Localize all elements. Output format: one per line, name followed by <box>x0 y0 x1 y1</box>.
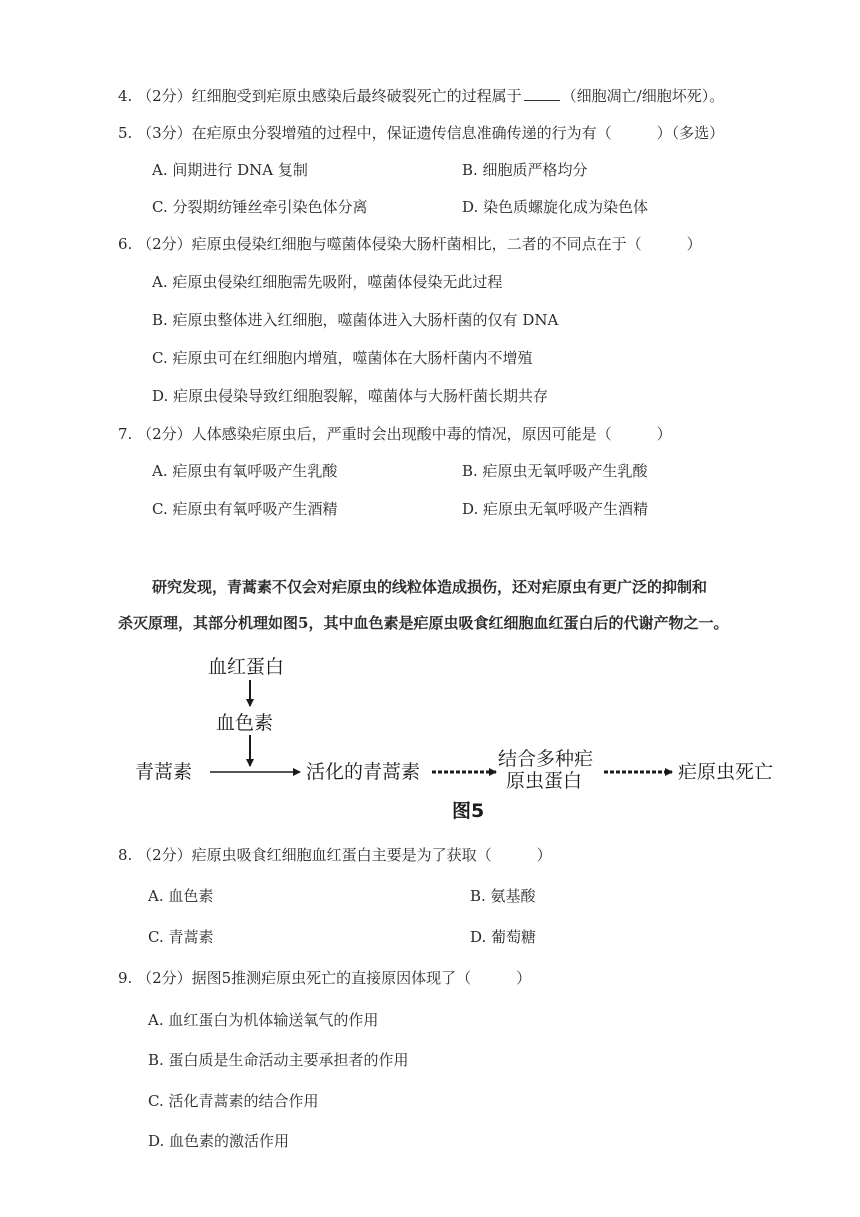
q9-option-a: A. 血红蛋白为机体输送氧气的作用 <box>148 1011 379 1029</box>
q5-option-b: B. 细胞质严格均分 <box>462 161 588 179</box>
node-artemisinin: 青蒿素 <box>135 761 193 783</box>
question-6: 6. （2分）疟原虫侵染红细胞与噬菌体侵染大肠杆菌相比，二者的不同点在于（ ） <box>118 235 702 253</box>
node-heme: 血色素 <box>216 712 274 734</box>
figure-caption: 图5 <box>452 800 485 822</box>
q6-option-d: D. 疟原虫侵染导致红细胞裂解，噬菌体与大肠杆菌长期共存 <box>152 387 549 405</box>
q7-option-b: B. 疟原虫无氧呼吸产生乳酸 <box>462 462 648 480</box>
q7-option-d: D. 疟原虫无氧呼吸产生酒精 <box>462 500 649 518</box>
question-9: 9. （2分）据图5推测疟原虫死亡的直接原因体现了（ ） <box>118 969 532 987</box>
q9-option-c: C. 活化青蒿素的结合作用 <box>148 1092 319 1110</box>
question-5: 5. （3分）在疟原虫分裂增殖的过程中，保证遗传信息准确传递的行为有（ ）（多选） <box>118 124 725 142</box>
node-activated-artemisinin: 活化的青蒿素 <box>306 761 421 783</box>
passage-line-1: 研究发现，青蒿素不仅会对疟原虫的线粒体造成损伤，还对疟原虫有更广泛的抑制和 <box>152 578 708 596</box>
node-hemoglobin: 血红蛋白 <box>208 656 285 678</box>
q6-option-b: B. 疟原虫整体进入红细胞，噬菌体进入大肠杆菌的仅有 DNA <box>152 311 559 329</box>
q8-option-a: A. 血色素 <box>148 887 214 905</box>
q8-option-c: C. 青蒿素 <box>148 928 214 946</box>
q5-option-c: C. 分裂期纺锤丝牵引染色体分离 <box>152 198 368 216</box>
q6-option-c: C. 疟原虫可在红细胞内增殖，噬菌体在大肠杆菌内不增殖 <box>152 349 533 367</box>
q6-option-a: A. 疟原虫侵染红细胞需先吸附，噬菌体侵染无此过程 <box>152 273 503 291</box>
q7-option-c: C. 疟原虫有氧呼吸产生酒精 <box>152 500 338 518</box>
passage-line-2: 杀灭原理，其部分机理如图5，其中血色素是疟原虫吸食红细胞血红蛋白后的代谢产物之一。 <box>118 614 729 632</box>
q5-option-a: A. 间期进行 DNA 复制 <box>152 161 308 179</box>
question-4: 4. （2分）红细胞受到疟原虫感染后最终破裂死亡的过程属于 （细胞凋亡/细胞坏死）。 <box>118 87 725 105</box>
node-parasite-death: 疟原虫死亡 <box>678 761 774 783</box>
q9-option-b: B. 蛋白质是生命活动主要承担者的作用 <box>148 1051 409 1069</box>
q8-option-d: D. 葡萄糖 <box>470 928 537 946</box>
q9-option-d: D. 血色素的激活作用 <box>148 1132 290 1150</box>
node-binding-proteins: 结合多种疟 原虫蛋白 <box>498 748 594 792</box>
question-7: 7. （2分）人体感染疟原虫后，严重时会出现酸中毒的情况，原因可能是（ ） <box>118 425 672 443</box>
q5-option-d: D. 染色质螺旋化成为染色体 <box>462 198 649 216</box>
q7-option-a: A. 疟原虫有氧呼吸产生乳酸 <box>152 462 338 480</box>
q8-option-b: B. 氨基酸 <box>470 887 536 905</box>
question-8: 8. （2分）疟原虫吸食红细胞血红蛋白主要是为了获取（ ） <box>118 846 552 864</box>
